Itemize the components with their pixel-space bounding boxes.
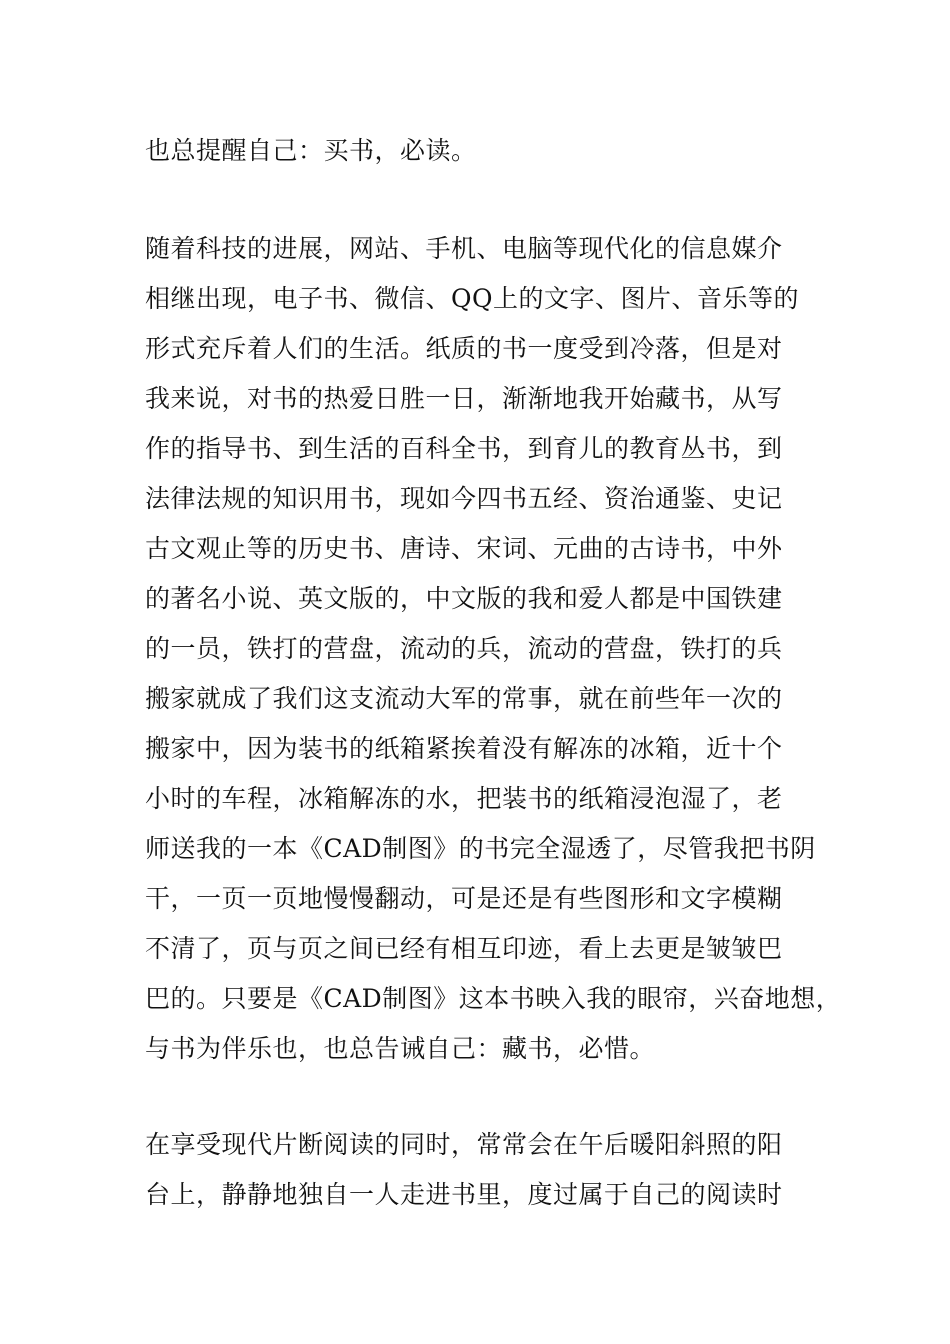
text-line: 搬家就成了我们这支流动大军的常事，就在前些年一次的: [145, 684, 783, 713]
text-line: 师送我的一本《CAD制图》的书完全湿透了，尽管我把书阴: [145, 834, 816, 863]
text-line: 古文观止等的历史书、唐诗、宋词、元曲的古诗书，中外: [145, 534, 783, 563]
text-line: 随着科技的进展，网站、手机、电脑等现代化的信息媒介: [145, 234, 783, 263]
text-line: 巴的。只要是《CAD制图》这本书映入我的眼帘，兴奋地想，: [145, 984, 842, 1013]
text-line: 作的指导书、到生活的百科全书，到育儿的教育丛书，到: [145, 434, 783, 463]
text-line: 搬家中，因为装书的纸箱紧挨着没有解冻的冰箱，近十个: [145, 734, 783, 763]
text-line: 不清了，页与页之间已经有相互印迹，看上去更是皱皱巴: [145, 934, 783, 963]
text-line: 干，一页一页地慢慢翻动，可是还是有些图形和文字模糊: [145, 884, 783, 913]
text-line: 的著名小说、英文版的，中文版的我和爱人都是中国铁建: [145, 584, 783, 613]
text-line: 我来说，对书的热爱日胜一日，渐渐地我开始藏书，从写: [145, 384, 783, 413]
text-line: 法律法规的知识用书，现如今四书五经、资治通鉴、史记: [145, 484, 783, 513]
text-line: 小时的车程，冰箱解冻的水，把装书的纸箱浸泡湿了，老: [145, 784, 783, 813]
text-line: 的一员，铁打的营盘，流动的兵，流动的营盘，铁打的兵: [145, 634, 783, 663]
text-line: 也总提醒自己：买书，必读。: [145, 136, 477, 165]
text-line: 相继出现，电子书、微信、QQ上的文字、图片、音乐等的: [145, 284, 799, 313]
text-line: 在享受现代片断阅读的同时，常常会在午后暖阳斜照的阳: [145, 1130, 783, 1159]
text-line: 形式充斥着人们的生活。纸质的书一度受到冷落，但是对: [145, 334, 783, 363]
text-line: 台上，静静地独自一人走进书里，度过属于自己的阅读时: [145, 1180, 783, 1209]
text-line: 与书为伴乐也，也总告诫自己：藏书，必惜。: [145, 1034, 656, 1063]
